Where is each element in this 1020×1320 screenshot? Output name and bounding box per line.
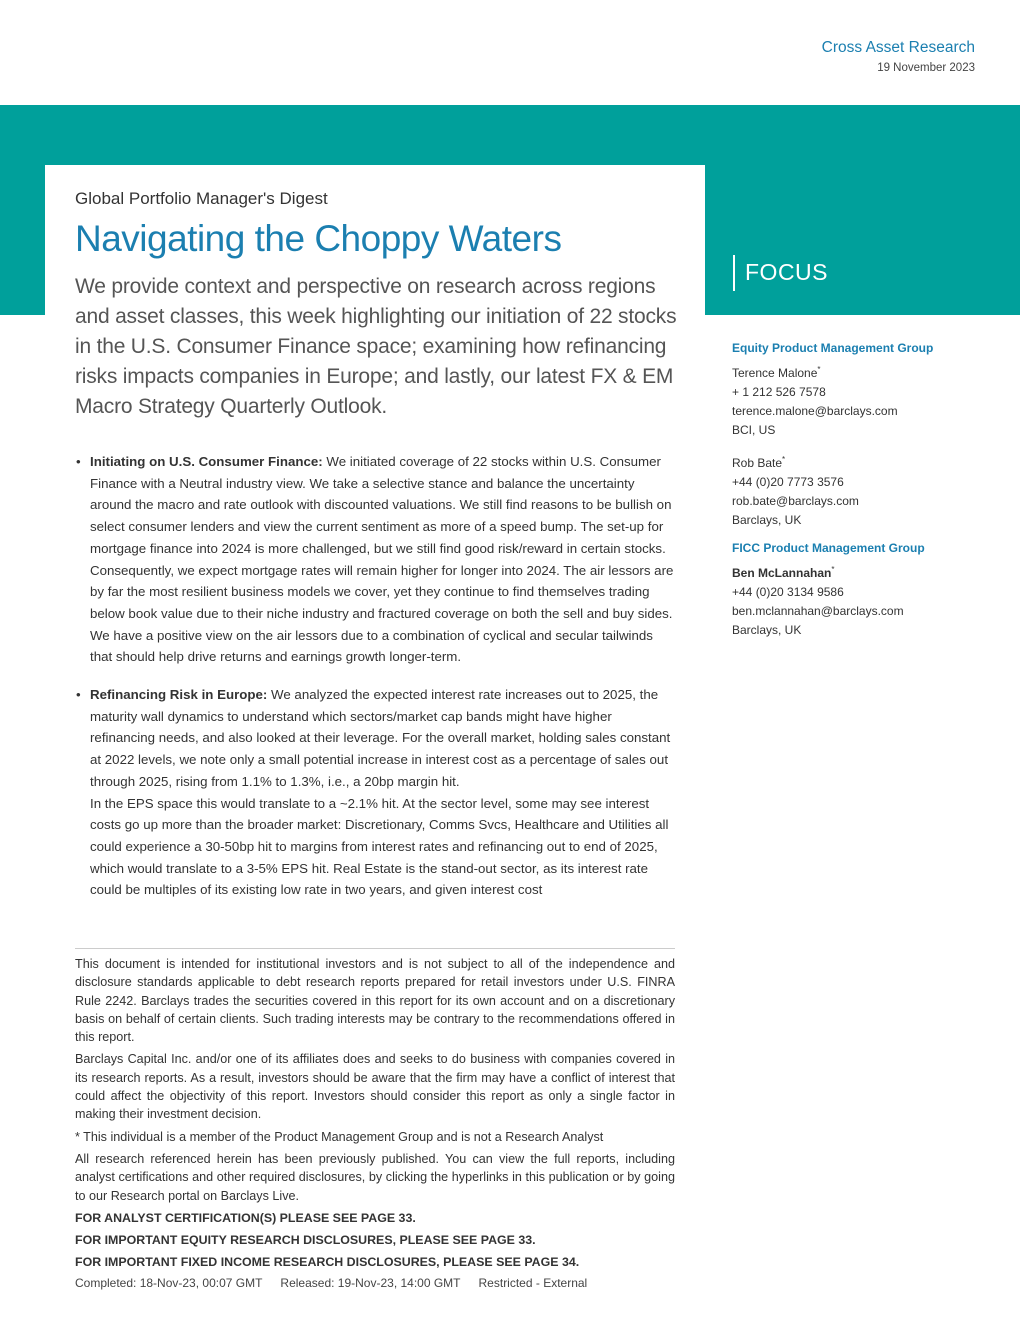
lead-paragraph: We provide context and perspective on research across regions and asset classes, this week highlighting our initiation of 22 stocks in the U.S. Consumer Finance space; examining how refinancing risks impacts companies in Europe; and lastly, our latest FX & EM Macro Strategy Quarterly Outlook. [75,275,677,418]
publication-meta [75,1276,605,1290]
disclaimer-block [75,948,675,1276]
contact-name-line [732,450,992,473]
contact-name-line [732,360,992,383]
contact-mark: * [782,455,786,464]
restriction-label: Restricted - External [478,1276,588,1290]
contact-name: Terence Malone [732,366,818,380]
disclaimer-footnote: * This individual is a member of the Product Management Group and is not a Research Analyst [75,1129,604,1144]
contact-name-line [732,560,992,583]
equity-disclosure-notice: FOR IMPORTANT EQUITY RESEARCH DISCLOSURES, PLEASE SEE PAGE 33. [75,1233,536,1248]
report-brand[interactable]: Cross Asset Research [821,39,975,56]
disclaimer-paragraph: All research referenced herein has been previously published. You can view the full reports, including analyst certifications and other required disclosures, by clicking the hyperlinks in this publication or by going to our Research portal on Barclays Live. [75,1151,675,1203]
contact-group [732,340,992,530]
released-timestamp: Released: 19-Nov-23, 14:00 GMT [280,1276,461,1290]
contact-email[interactable]: rob.bate@barclays.com [732,494,859,508]
group-title[interactable]: Equity Product Management Group [732,341,934,355]
disclaimer-paragraph: Barclays Capital Inc. and/or one of its affiliates does and seeks to do business with companies covered in its research reports. As a result, investors should be aware that the firm may have a conflict of interest that could affect the objectivity of this report. Investors should consider this report as only a single factor in making their investment decision. [75,1052,675,1122]
highlight-item [75,684,675,901]
contact-location: Barclays, UK [732,623,802,637]
disclaimer-paragraph: This document is intended for institutional investors and is not subject to all of the independence and disclosure standards applicable to debt research reports prepared for retail investors under U.S. FINRA Rule 2242. Barclays trades the securities covered in this report for its own account and on a discretionary basis on behalf of certain clients. Such trading interests may be contrary to the recommendations offered in this report. [75,957,675,1045]
fixed-income-disclosure-notice: FOR IMPORTANT FIXED INCOME RESEARCH DISCLOSURES, PLEASE SEE PAGE 34. [75,1255,580,1270]
highlight-text: We initiated coverage of 22 stocks within U.S. Consumer Finance with a Neutral industry view. We take a selective stance and balance the uncertainty around the macro and rate outlook with discounted valuations. We still find reasons to be bullish on select consumer lenders and view the current sentiment as more of a speed bump. The set-up for mortgage finance into 2024 is more challenged, but we still find good risk/reward in certain stocks. Consequently, we expect mortgage rates will remain higher for longer into 2024. The air lessors are by far the most resilient business models we cover, yet they continue to find themselves trading below book value due to their niche industry and fractured coverage on both the sell and buy sides. We have a positive view on the air lessors due to a combination of cyclical and secular tailwinds that should help drive returns and earnings growth longer-term. [90,454,674,665]
contact-email[interactable]: ben.mclannahan@barclays.com [732,604,904,618]
highlight-text-continued: In the EPS space this would translate to a ~2.1% hit. At the sector level, some may see interest costs go up more than the broader market: Discretionary, Comms Svcs, Healthcare and Utilities all could experience a 30-50bp hit to margins from interest rates and refinancing out to end of 2025, which would translate to a 3-5% EPS hit. Real Estate is the stand-out sector, as its interest rate could be multiples of its existing low rate in two years, and given interest cost [90,795,669,898]
group-title[interactable]: FICC Product Management Group [732,541,925,555]
contact-phone: +44 (0)20 7773 3576 [732,475,844,489]
highlight-item [75,451,675,668]
highlight-label[interactable]: Refinancing Risk in Europe: [90,687,268,703]
contact-group [732,540,992,640]
contacts-sidebar [732,340,992,650]
report-header [822,38,975,76]
contact-card [732,360,992,440]
contact-email[interactable]: terence.malone@barclays.com [732,404,898,418]
page-title: Navigating the Choppy Waters [75,218,562,259]
contact-phone: +44 (0)20 3134 9586 [732,585,844,599]
contact-location: BCI, US [732,423,776,437]
certification-notice: FOR ANALYST CERTIFICATION(S) PLEASE SEE PAGE 33. [75,1210,416,1225]
publication-kicker: Global Portfolio Manager's Digest [75,189,328,208]
contact-card [732,450,992,530]
bullet-icon: • [76,687,81,703]
completed-timestamp: Completed: 18-Nov-23, 00:07 GMT [75,1276,263,1290]
bullet-icon: • [76,454,81,469]
contact-name: Rob Bate [732,456,783,470]
highlight-text: We analyzed the expected interest rate increases out to 2025, the maturity wall dynamics to understand which sectors/market cap bands might have higher refinancing needs, and also looked at their leverage. For the overall market, holding sales constant at 2022 levels, we note only a small potential increase in interest cost as a percentage of sales out through 2025, rising from 1.1% to 1.3%, i.e., a 20bp margin hit. [90,687,671,789]
highlight-label[interactable]: Initiating on U.S. Consumer Finance: [90,454,323,469]
focus-label: FOCUS [733,255,828,291]
report-date: 19 November 2023 [877,62,975,74]
contact-mark: * [817,365,821,374]
contact-phone: + 1 212 526 7578 [732,385,826,399]
contact-location: Barclays, UK [732,513,802,527]
contact-name: Ben McLannahan [732,566,832,580]
highlights-list [75,451,675,917]
contact-card [732,560,992,640]
contact-mark: * [831,565,835,574]
